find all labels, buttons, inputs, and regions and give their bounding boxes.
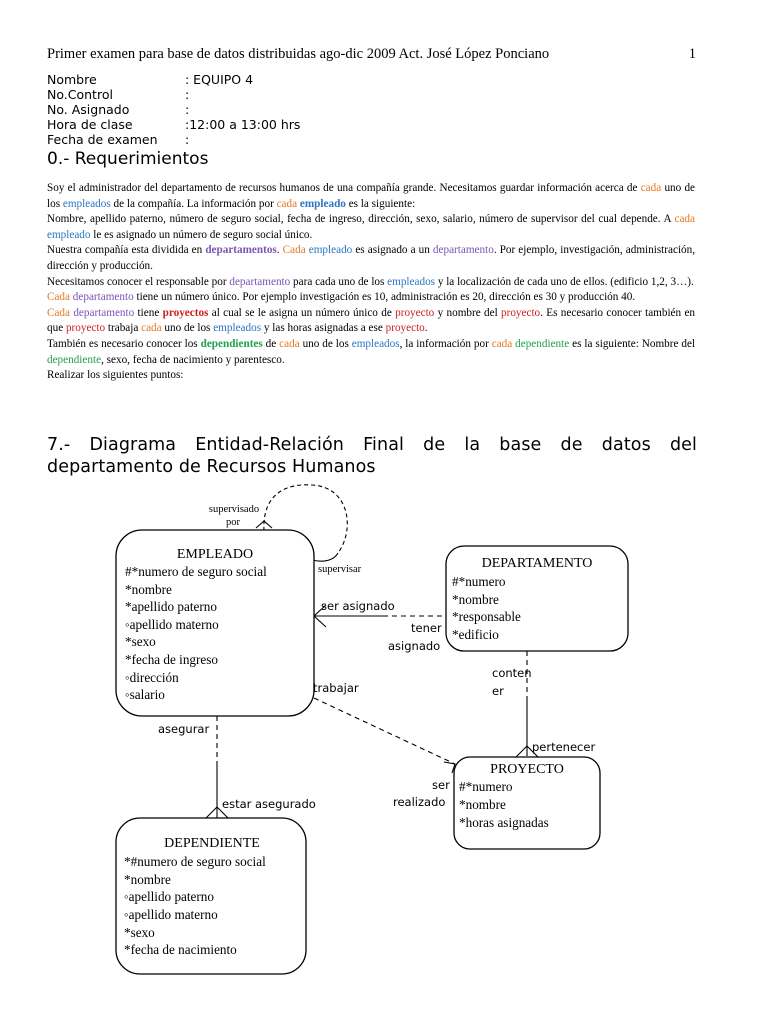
rel-label-estar-asegurado: estar asegurado bbox=[222, 797, 316, 811]
header-title: Primer examen para base de datos distribuidas ago-dic 2009 Act. José López Ponciano bbox=[47, 46, 550, 62]
text-run: proyecto bbox=[501, 306, 541, 319]
text-run: al cual se le asigna un número único de bbox=[208, 306, 396, 319]
text-run: tiene bbox=[134, 306, 163, 319]
rel-label-pertenecer: pertenecer bbox=[532, 740, 596, 754]
crowfoot-trabajar bbox=[444, 762, 455, 773]
entity-attribute: ◦apellido paterno bbox=[124, 889, 214, 904]
text-run: es asignado a un bbox=[352, 244, 433, 257]
text-run: de bbox=[262, 337, 280, 350]
text-run: proyecto bbox=[395, 306, 435, 319]
text-run: empleado bbox=[308, 244, 353, 257]
text-run: proyecto bbox=[65, 322, 106, 335]
entity-attribute: *nombre bbox=[125, 582, 172, 597]
rel-label-supervisar: supervisar bbox=[318, 564, 362, 575]
rel-label-asegurar: asegurar bbox=[158, 722, 210, 736]
info-label: No.Control bbox=[47, 87, 113, 102]
text-run: departamentos bbox=[205, 244, 277, 257]
rel-label-ser-asignado: ser asignado bbox=[321, 599, 395, 613]
entity-attribute: *nombre bbox=[452, 592, 499, 607]
text-run: es la siguiente: Nombre del bbox=[569, 337, 696, 350]
info-label: Nombre bbox=[47, 72, 97, 87]
text-run: cada bbox=[141, 322, 162, 335]
text-run: dependientes bbox=[200, 337, 263, 350]
info-label: Fecha de examen bbox=[47, 132, 158, 147]
info-value: : EQUIPO 4 bbox=[185, 72, 254, 87]
rel-trabajar-dashed bbox=[314, 698, 455, 764]
text-run: empleado bbox=[299, 197, 346, 210]
section-title-line1: 7.- Diagrama Entidad-Relación Final de la base de datos del bbox=[47, 435, 697, 455]
entity-attribute: *fecha de nacimiento bbox=[124, 942, 237, 957]
entity-proyecto-title: PROYECTO bbox=[490, 762, 564, 777]
text-run: . Es necesario conocer también en que bbox=[47, 306, 696, 335]
text-run: proyectos bbox=[162, 306, 209, 319]
rel-label-trabajar: trabajar bbox=[313, 681, 359, 695]
text-run: dependiente bbox=[47, 353, 102, 366]
text-run: empleado bbox=[47, 228, 91, 241]
text-run: empleados bbox=[62, 197, 111, 210]
entity-attribute: *nombre bbox=[124, 872, 171, 887]
text-run: Necesitamos conocer el responsable por bbox=[47, 275, 230, 288]
entity-attribute: ◦apellido materno bbox=[125, 617, 219, 632]
text-run: es la siguiente: bbox=[345, 197, 416, 210]
page-number: 1 bbox=[688, 46, 696, 62]
section-title-line2: departamento de Recursos Humanos bbox=[47, 457, 376, 477]
rel-label-er: er bbox=[492, 684, 504, 698]
text-run: empleados bbox=[213, 322, 262, 335]
info-value: :12:00 a 13:00 hrs bbox=[185, 117, 301, 132]
entity-empleado-title: EMPLEADO bbox=[176, 547, 254, 562]
text-run: departamento bbox=[229, 275, 291, 288]
info-value: : bbox=[185, 102, 190, 117]
rel-label-ser: ser bbox=[432, 778, 450, 792]
text-run: proyecto bbox=[385, 322, 425, 335]
text-run: . bbox=[276, 244, 283, 257]
text-run: departamento bbox=[72, 291, 134, 304]
text-run: departamento bbox=[432, 244, 494, 257]
text-run: , la información por bbox=[399, 337, 492, 350]
text-run: , sexo, fecha de nacimiento y parentesco. bbox=[101, 353, 285, 366]
rel-label-realizado: realizado bbox=[393, 795, 446, 809]
text-run: Cada bbox=[282, 244, 306, 257]
text-run: cada bbox=[279, 337, 300, 350]
text-run: uno de los bbox=[161, 322, 214, 335]
text-run: departamento bbox=[73, 306, 135, 319]
text-run: Cada bbox=[47, 306, 70, 319]
entity-dependiente-title: DEPENDIENTE bbox=[164, 836, 260, 851]
text-run: y nombre del bbox=[434, 306, 502, 319]
entity-attribute: ◦salario bbox=[125, 687, 165, 702]
entity-attribute: ◦dirección bbox=[125, 670, 179, 685]
text-run: empleados bbox=[351, 337, 400, 350]
text-run: cada bbox=[491, 337, 513, 350]
text-run: cada bbox=[640, 182, 662, 194]
text-run: Realizar los siguientes puntos: bbox=[47, 369, 184, 382]
entity-attribute: *#numero de seguro social bbox=[124, 854, 266, 869]
entity-attribute: #*numero bbox=[459, 779, 513, 794]
entity-attribute: *responsable bbox=[452, 609, 521, 624]
entity-attribute: *sexo bbox=[125, 634, 156, 649]
info-label: No. Asignado bbox=[47, 102, 130, 117]
text-run: cada bbox=[276, 197, 298, 210]
info-value: : bbox=[185, 132, 190, 147]
text-run: Soy el administrador del departamento de recursos humanos de una compañía grande. Necesitamos guardar información acerca de bbox=[47, 182, 641, 194]
text-run: trabaja bbox=[105, 322, 142, 335]
text-run: cada bbox=[674, 213, 695, 226]
text-run: También es necesario conocer los bbox=[47, 337, 201, 350]
rel-supervision-solid bbox=[312, 553, 338, 561]
entity-attribute: *edificio bbox=[452, 627, 499, 642]
text-run: . bbox=[424, 322, 428, 335]
rel-label-por: por bbox=[226, 517, 240, 528]
text-run: le es asignado un número de seguro social único. bbox=[90, 228, 313, 241]
text-run: empleados bbox=[387, 275, 436, 288]
text-run: uno de los bbox=[299, 337, 352, 350]
text-run: dependiente bbox=[515, 337, 570, 350]
rel-label-supervisado: supervisado bbox=[208, 504, 260, 515]
entity-departamento-title: DEPARTAMENTO bbox=[481, 556, 593, 571]
entity-attribute: *nombre bbox=[459, 797, 506, 812]
entity-attribute: *sexo bbox=[124, 925, 155, 940]
text-run: Nombre, apellido paterno, número de seguro social, fecha de ingreso, dirección, sexo, salario, número de supervisor del cual depende. A bbox=[47, 213, 675, 226]
section-title-requerimientos: 0.- Requerimientos bbox=[47, 149, 209, 169]
text-run: de la compañía. La información por bbox=[110, 197, 277, 210]
info-label: Hora de clase bbox=[47, 117, 133, 132]
rel-label-asignado: asignado bbox=[388, 639, 441, 653]
text-run: y las horas asignadas a ese bbox=[261, 322, 386, 335]
entity-attribute: *horas asignadas bbox=[459, 815, 549, 830]
entity-attribute: #*numero de seguro social bbox=[125, 564, 267, 579]
rel-label-tener: tener bbox=[411, 621, 442, 635]
text-run: Nuestra compañía esta dividida en bbox=[47, 244, 206, 257]
text-run: tiene un número único. Por ejemplo investigación es 10, administración es 20, dirección es 30 y producción 40. bbox=[133, 291, 636, 304]
text-run: para cada uno de los bbox=[290, 275, 388, 288]
entity-attribute: *fecha de ingreso bbox=[125, 652, 219, 667]
entity-attribute: #*numero bbox=[452, 574, 506, 589]
text-run: Cada bbox=[47, 291, 70, 304]
rel-label-conten: conten bbox=[492, 666, 532, 680]
text-run: y la localización de cada uno de ellos. (edificio 1,2, 3…). bbox=[435, 275, 694, 288]
entity-attribute: ◦apellido materno bbox=[124, 907, 218, 922]
text-run: . Por ejemplo, investigación, administración, dirección y producción. bbox=[47, 244, 696, 272]
entity-attribute: *apellido paterno bbox=[125, 599, 217, 614]
text-run: uno de los bbox=[47, 182, 696, 210]
info-value: : bbox=[185, 87, 190, 102]
